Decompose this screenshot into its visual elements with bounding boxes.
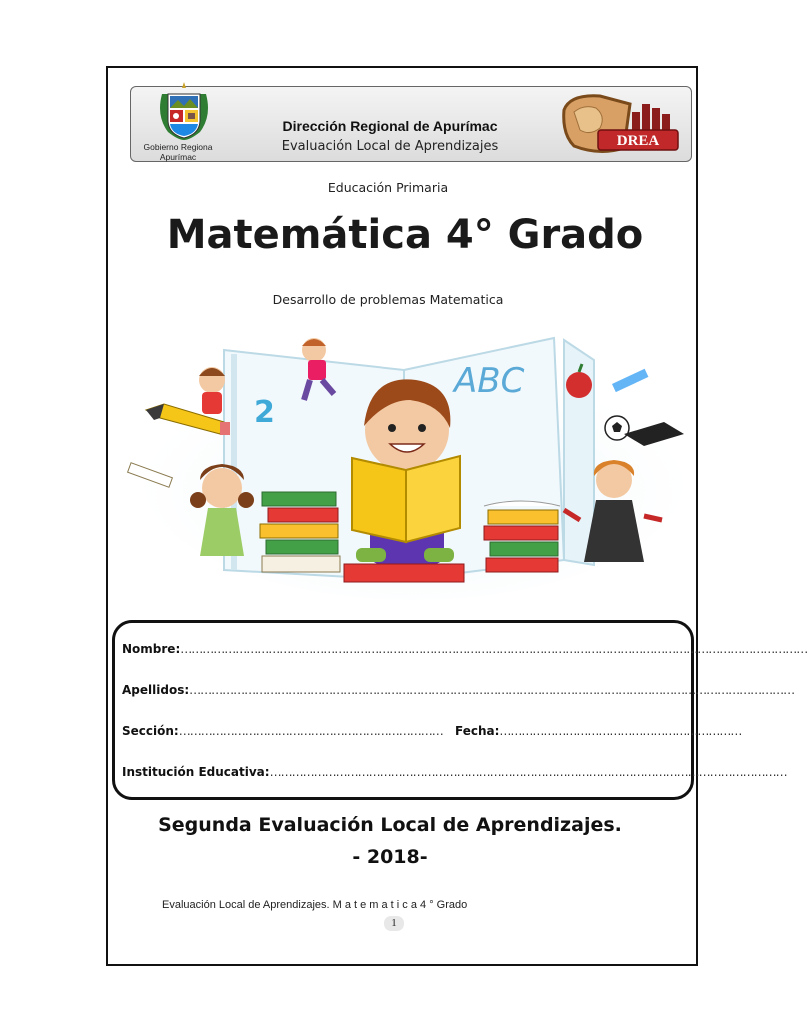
nombre-field[interactable]: [122, 642, 807, 656]
apellidos-blank[interactable]: …………………………………………………………………………………………………………………………………………………: [189, 683, 795, 697]
seccion-field[interactable]: [122, 724, 443, 738]
abc-letters: ABC: [454, 361, 525, 401]
nombre-blank[interactable]: ………………………………………………………………………………………………………………………………………………………: [180, 642, 807, 656]
drea-logo-text: DREA: [616, 133, 660, 149]
nombre-label: Nombre:: [122, 642, 181, 656]
education-level: Educación Primaria: [327, 180, 449, 195]
fecha-label: Fecha:: [455, 724, 500, 738]
seccion-label: Sección:: [122, 724, 179, 738]
digit-two: 2: [254, 395, 275, 430]
page-subtitle: Desarrollo de problemas Matematica: [272, 292, 504, 307]
fecha-field[interactable]: [455, 724, 742, 738]
crest-caption: [128, 142, 228, 162]
evaluation-title: Segunda Evaluación Local de Aprendizajes.: [158, 814, 622, 836]
drea-logo: [560, 90, 684, 158]
institucion-field[interactable]: [122, 765, 787, 779]
evaluation-year: - 2018-: [352, 846, 428, 868]
apellidos-label: Apellidos:: [122, 683, 190, 697]
header-institution: Dirección Regional de Apurímac: [282, 118, 498, 134]
regional-crest-logo: [148, 80, 220, 142]
crest-caption-line1: Gobierno Regiona: [143, 142, 213, 152]
seccion-blank[interactable]: ………………………………………………………………: [178, 724, 443, 738]
kids-reading-illustration: [124, 330, 690, 598]
running-footer: Evaluación Local de Aprendizajes. M a t e m a t i c a 4 ° Grado: [162, 899, 468, 911]
crest-caption-line2: Apurímac: [159, 152, 197, 162]
fecha-blank[interactable]: …………………………………………………………: [499, 724, 742, 738]
institucion-label: Institución Educativa:: [122, 765, 270, 779]
page-number: 1: [384, 916, 404, 931]
page-title: Matemática 4° Grado: [166, 212, 644, 258]
apellidos-field[interactable]: [122, 683, 795, 697]
header-evaluation: Evaluación Local de Aprendizajes: [281, 139, 499, 154]
institucion-blank[interactable]: ……………………………………………………………………………………………………………………………: [269, 765, 787, 779]
